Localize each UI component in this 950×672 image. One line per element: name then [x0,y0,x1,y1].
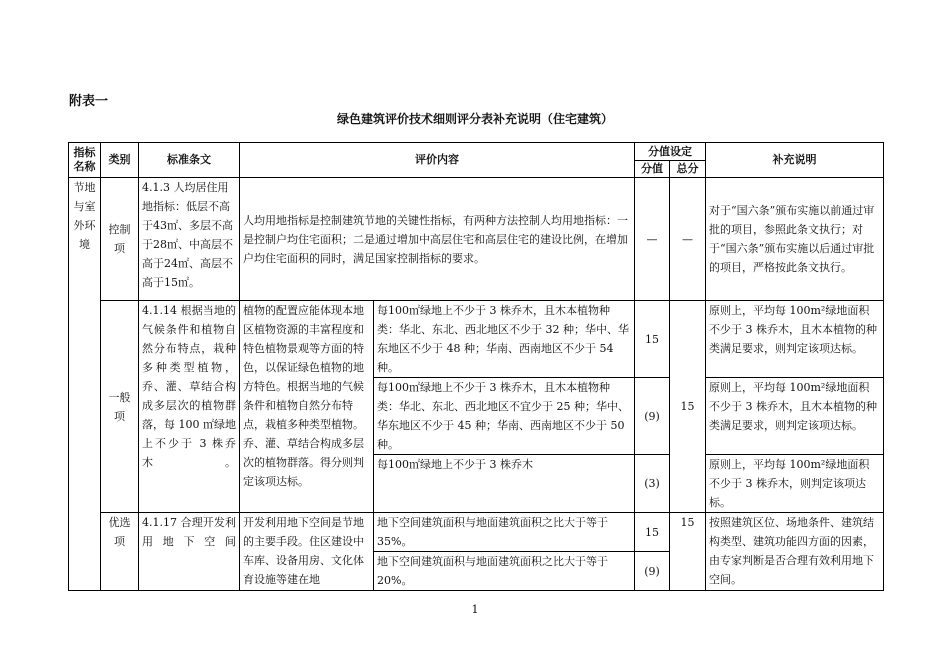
score-control: — [635,178,670,301]
note-general-2: 原则上，平均每 100m²绿地面积不少于 3 株乔木，且木本植物的种类满足要求，则判定该项达标。 [706,378,884,455]
document-title: 绿色建筑评价技术细则评分表补充说明（住宅建筑） [336,112,613,126]
content-general-2: 每100㎡绿地上不少于 3 株乔木，且木本植物种类：华北、东北、西北地区不宜少于 25 种；华中、华东地区不少于 45 种；华南、西南地区不少于 50 种。 [374,378,635,455]
note-preferred: 按照建筑区位、场地条件、建筑结构类型、建筑功能四方面的因素，由专家判断是否合理有效利用地下空间。 [706,513,884,591]
total-control: — [670,178,706,301]
content-general-3: 每100㎡绿地上不少于 3 株乔木 [374,455,635,513]
content-preferred-1: 地下空间建筑面积与地面建筑面积之比大于等于35%。 [374,513,635,552]
note-general-1: 原则上，平均每 100m²绿地面积不少于 3 株乔木，且木本植物的种类满足要求，则判定该项达标。 [706,301,884,378]
score-preferred-1: 15 [635,513,670,552]
header-standard: 标准条文 [139,143,240,178]
score-general-3: (3) [635,455,670,513]
standard-4-1-14: 4.1.14 根据当地的气候条件和植物自然分布特点，栽种多种类型植物，乔、灌、草结合构成多层次的植物群落，每 100 ㎡绿地上不少于 3 株乔木。 [139,301,240,513]
header-total: 总分 [670,161,706,178]
score-preferred-2: (9) [635,552,670,591]
score-general-1: 15 [635,301,670,378]
table-row [69,513,884,552]
content-control: 人均用地指标是控制建筑节地的关键性指标，有两种方法控制人均用地指标：一是控制户均住宅面积；二是通过增加中高层住宅和高层住宅的建设比例，在增加户均住宅面积的同时，满足国家控制指标的要求。 [240,178,635,301]
header-row [69,143,884,161]
header-score: 分值 [635,161,670,178]
standard-4-1-17: 4.1.17 合理开发利用地下空间 [139,513,240,591]
header-note: 补充说明 [706,143,884,178]
category-control: 控制项 [101,178,139,301]
header-score-setting: 分值设定 [635,143,706,161]
table-row [69,301,884,378]
header-indicator: 指标名称 [69,143,101,178]
note-control: 对于“国六条”颁布实施以前通过审批的项目，参照此条文执行；对于“国六条”颁布实施以后通过审批的项目，严格按此条文执行。 [706,178,884,301]
score-general-2: (9) [635,378,670,455]
content-preferred-2: 地下空间建筑面积与地面建筑面积之比大于等于20%。 [374,552,635,591]
content-general-1: 每100㎡绿地上不少于 3 株乔木，且木本植物种类：华北、东北、西北地区不少于 32 种；华中、华东地区不少于 48 种；华南、西南地区不少于 54 种。 [374,301,635,378]
category-preferred: 优选项 [101,513,139,591]
annex-label: 附表一 [69,94,109,109]
header-content: 评价内容 [240,143,635,178]
evaluation-table [68,142,884,591]
note-general-3: 原则上，平均每 100m²绿地面积不少于 3 株乔木，则判定该项达标。 [706,455,884,513]
indicator-name-cell: 节地与室外环境 [69,178,101,591]
page-number: 1 [471,603,479,616]
total-preferred: 15 [670,513,706,591]
standard-4-1-3: 4.1.3 人均居住用地指标：低层不高于43㎡、多层不高于28㎡、中高层不高于24㎡、高层不高于15㎡。 [139,178,240,301]
category-general: 一般项 [101,301,139,513]
header-category: 类别 [101,143,139,178]
description-general: 植物的配置应能体现本地区植物资源的丰富程度和特色植物景观等方面的特色，以保证绿色植物的地方特色。根据当地的气候条件和植物自然分布特点，栽植多种类型植物。乔、灌、草结合构成多层次的植物群落。得分则判定该项达标。 [240,301,374,513]
table-row [69,178,884,301]
description-preferred: 开发利用地下空间是节地的主要手段。住区建设中车库、设备用房、文化体育设施等建在地 [240,513,374,591]
total-general: 15 [670,301,706,513]
